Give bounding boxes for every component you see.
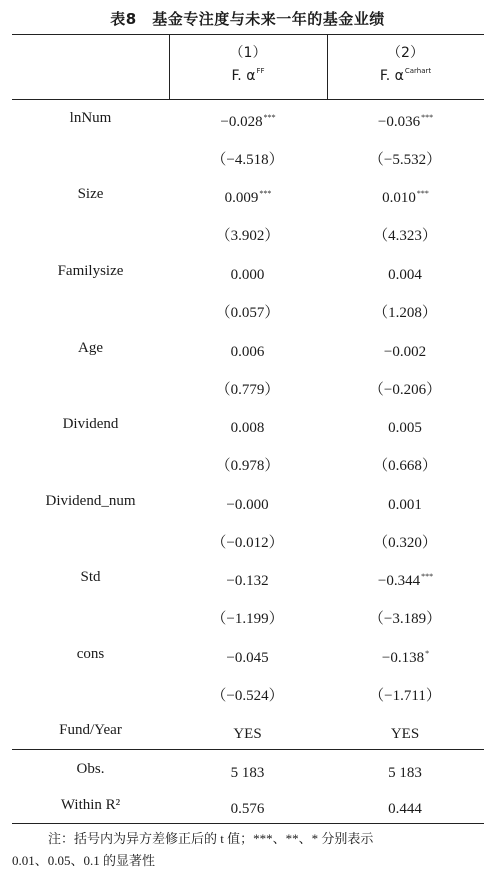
table-row: （0.978） （0.668） (215, 458, 437, 474)
table-row: （0.057） （1.208） (215, 305, 437, 321)
table-row: Fund/Year YES YES (59, 722, 420, 742)
table-row: Std −0.132 −0.344*** (80, 569, 434, 589)
table-row: Age 0.006 −0.002 (78, 340, 427, 360)
table-row: （−4.518） （−5.532） (211, 152, 442, 168)
table-row: Within R² 0.576 0.444 (60, 797, 422, 817)
table-row: （−1.199） （−3.189） (211, 611, 442, 627)
column-header-1 (169, 44, 327, 85)
column-label: F. $\alpha^{Carhart}$ (379, 67, 432, 84)
table-row: Dividend_num −0.000 0.001 (45, 493, 422, 513)
table-row: Size 0.009*** 0.010*** (77, 186, 429, 206)
table-row: Dividend 0.008 0.005 (62, 416, 422, 436)
note-line-2: 0.01、0.05、0.1 的显著性 (12, 853, 156, 868)
table-row: （0.779） （−0.206） (215, 382, 442, 398)
note-line-1: 注：括号内为异方差修正后的 t 值；***、**、* 分别表示 (48, 831, 374, 846)
table-row: （−0.524） （−1.711） (211, 688, 441, 704)
table-row: Familysize 0.000 0.004 (57, 263, 422, 283)
table-row: Obs. 5 183 5 183 (76, 761, 422, 781)
table-row: （−0.012） （0.320） (211, 535, 437, 551)
bottom-rule (12, 823, 484, 824)
table-row: cons −0.045 −0.138* (76, 646, 430, 666)
column-label: F. $\alpha^{FF}$ (231, 67, 265, 84)
table-row: lnNum −0.028*** −0.036*** (69, 110, 434, 130)
column-number: （1） (229, 45, 267, 61)
column-number: （2） (387, 45, 424, 61)
table-title: 表8 基金专注度与未来一年的基金业绩 (110, 10, 385, 28)
table-note (12, 828, 488, 872)
top-rule (12, 34, 484, 35)
table-row: （3.902） （4.323） (215, 228, 437, 244)
column-header-2 (327, 44, 484, 85)
